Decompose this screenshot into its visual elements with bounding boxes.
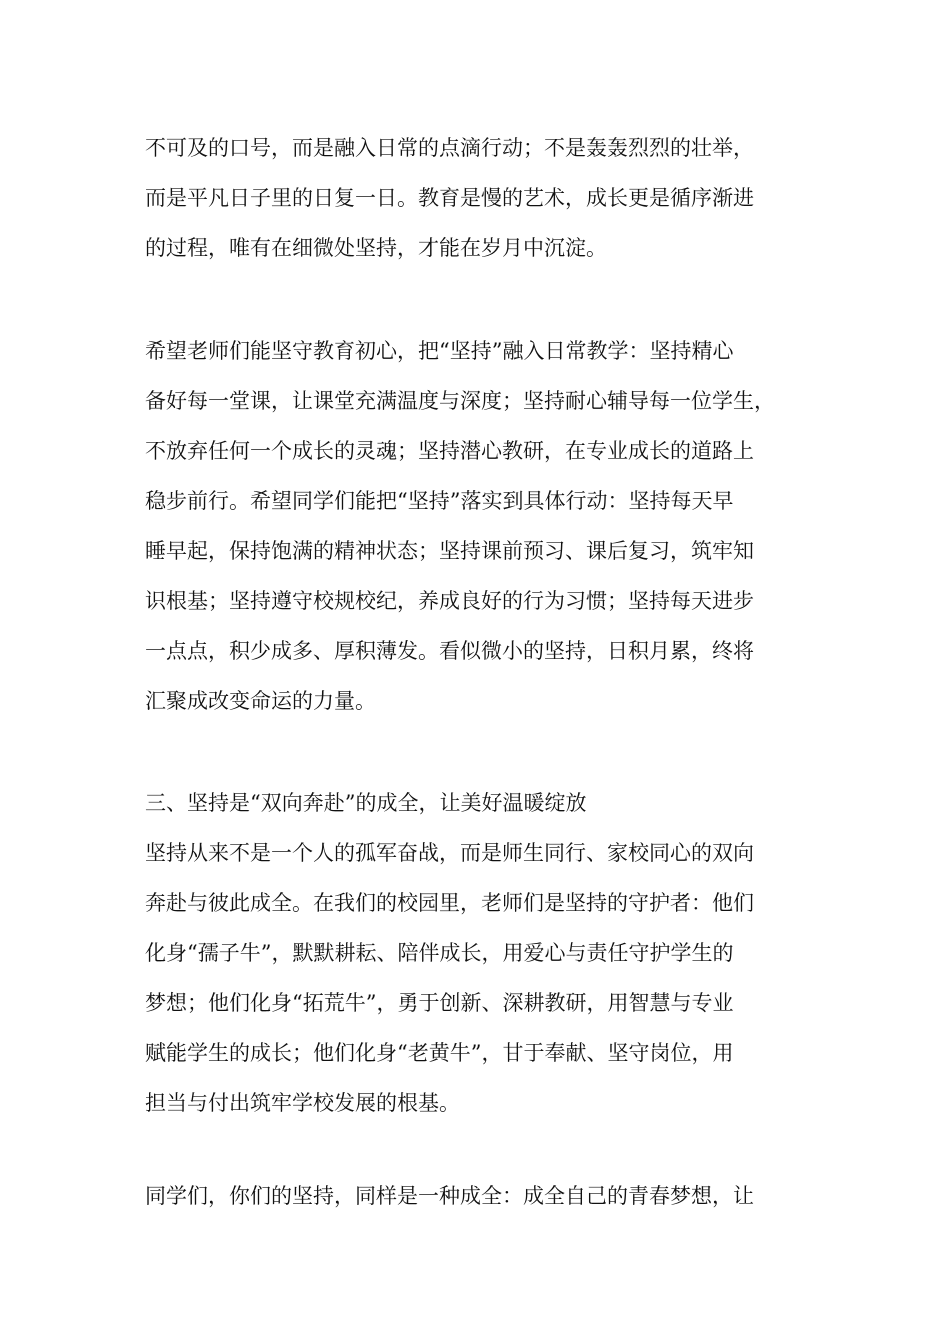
- text-line: 希望老师们能坚守教育初心，把“坚持”融入日常教学：坚持精心: [145, 339, 734, 363]
- text-line: 而是平凡日子里的日复一日。教育是慢的艺术，成长更是循序渐进: [145, 186, 754, 210]
- text-line: 不放弃任何一个成长的灵魂；坚持潜心教研，在专业成长的道路上: [145, 439, 754, 463]
- text-line: 同学们，你们的坚持，同样是一种成全：成全自己的青春梦想，让: [145, 1184, 754, 1208]
- text-line: 识根基；坚持遵守校规校纪，养成良好的行为习惯；坚持每天进步: [145, 589, 754, 613]
- text-line: 的过程，唯有在细微处坚持，才能在岁月中沉淀。: [145, 236, 607, 260]
- section-heading: 三、坚持是“双向奔赴”的成全，让美好温暖绽放: [145, 791, 587, 815]
- text-line: 担当与付出筑牢学校发展的根基。: [145, 1091, 460, 1115]
- text-line: 稳步前行。希望同学们能把“坚持”落实到具体行动：坚持每天早: [145, 489, 734, 513]
- text-line: 备好每一堂课，让课堂充满温度与深度；坚持耐心辅导每一位学生，: [145, 389, 775, 413]
- text-line: 汇聚成改变命运的力量。: [145, 689, 376, 713]
- text-line: 奔赴与彼此成全。在我们的校园里，老师们是坚持的守护者：他们: [145, 891, 754, 915]
- paragraph-4: [145, 1171, 825, 1221]
- text-line: 赋能学生的成长；他们化身“老黄牛”，甘于奉献、坚守岗位，用: [145, 1041, 734, 1065]
- text-line: 坚持从来不是一个人的孤军奋战，而是师生同行、家校同心的双向: [145, 841, 754, 865]
- text-line: 化身“孺子牛”，默默耕耘、陪伴成长，用爱心与责任守护学生的: [145, 941, 734, 965]
- paragraph-1: [145, 123, 825, 273]
- text-line: 一点点，积少成多、厚积薄发。看似微小的坚持，日积月累，终将: [145, 639, 754, 663]
- text-line: 梦想；他们化身“拓荒牛”，勇于创新、深耕教研，用智慧与专业: [145, 991, 734, 1015]
- text-line: 不可及的口号，而是融入日常的点滴行动；不是轰轰烈烈的壮举，: [145, 136, 754, 160]
- paragraph-2: [145, 326, 825, 726]
- section-3: [145, 778, 825, 1128]
- text-line: 睡早起，保持饱满的精神状态；坚持课前预习、课后复习，筑牢知: [145, 539, 754, 563]
